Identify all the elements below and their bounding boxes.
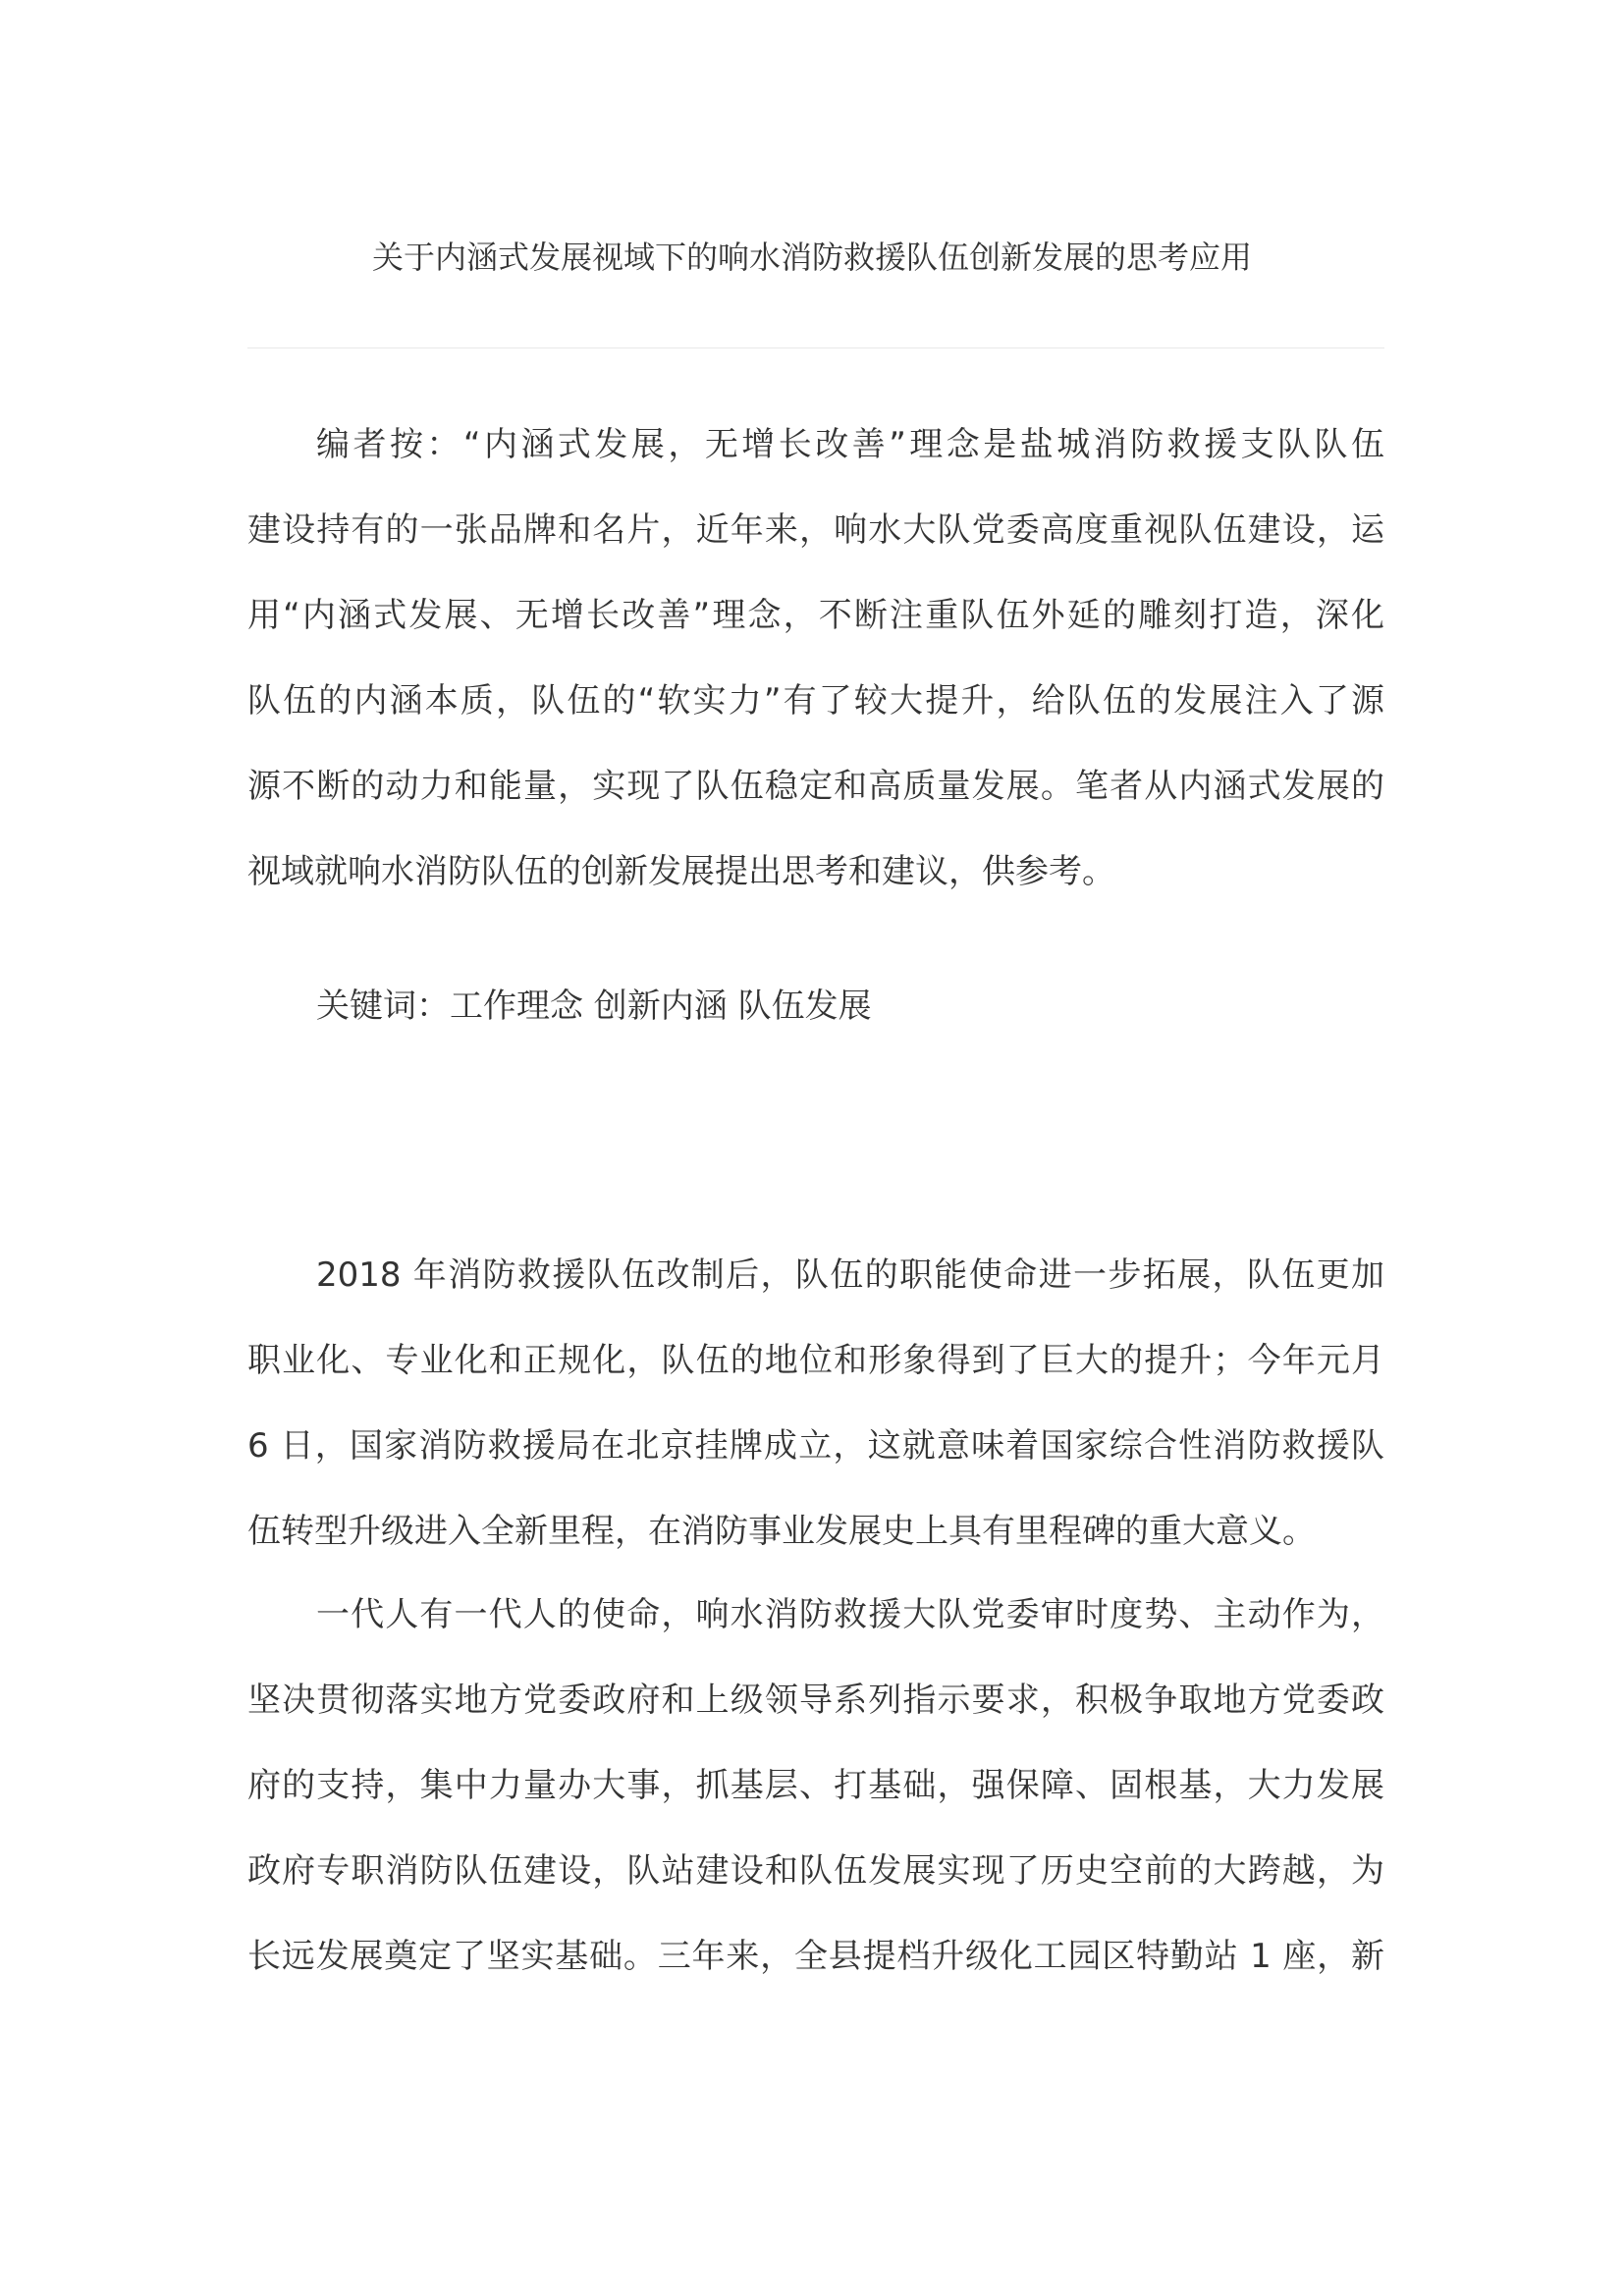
title-divider: [247, 347, 1384, 348]
text-line: 伍转型升级进入全新里程，在消防事业发展史上具有里程碑的重大意义。: [247, 1512, 1316, 1551]
text-line: 6 日，国家消防救援局在北京挂牌成立，这就意味着国家综合性消防救援队: [247, 1426, 1384, 1466]
text-line: 职业化、专业化和正规化，队伍的地位和形象得到了巨大的提升；今年元月: [247, 1341, 1384, 1380]
text-line: 用“内涵式发展、无增长改善”理念，不断注重队伍外延的雕刻打造，深化: [247, 596, 1384, 635]
text-line: 队伍的内涵本质，队伍的“软实力”有了较大提升，给队伍的发展注入了源: [247, 681, 1384, 721]
text-line: 坚决贯彻落实地方党委政府和上级领导系列指示要求，积极争取地方党委政: [247, 1681, 1384, 1720]
text-line: 府的支持，集中力量办大事，抓基层、打基础，强保障、固根基，大力发展: [247, 1766, 1384, 1805]
text-line: 一代人有一代人的使命，响水消防救援大队党委审时度势、主动作为，: [316, 1595, 1384, 1634]
keywords: 关键词：工作理念 创新内涵 队伍发展: [316, 987, 872, 1026]
text-line: 视域就响水消防队伍的创新发展提出思考和建议，供参考。: [247, 852, 1115, 891]
text-line: 建设持有的一张品牌和名片，近年来，响水大队党委高度重视队伍建设，运: [247, 510, 1384, 550]
text-line: 编者按：“内涵式发展，无增长改善”理念是盐城消防救援支队队伍: [316, 425, 1384, 464]
text-line: 源不断的动力和能量，实现了队伍稳定和高质量发展。笔者从内涵式发展的: [247, 767, 1384, 806]
text-line: 长远发展奠定了坚实基础。三年来，全县提档升级化工园区特勤站 1 座，新: [247, 1937, 1384, 1976]
text-line: 政府专职消防队伍建设，队站建设和队伍发展实现了历史空前的大跨越，为: [247, 1851, 1384, 1891]
document-title: 关于内涵式发展视域下的响水消防救援队伍创新发展的思考应用: [371, 239, 1252, 276]
text-line: 2018 年消防救援队伍改制后，队伍的职能使命进一步拓展，队伍更加: [316, 1255, 1384, 1295]
